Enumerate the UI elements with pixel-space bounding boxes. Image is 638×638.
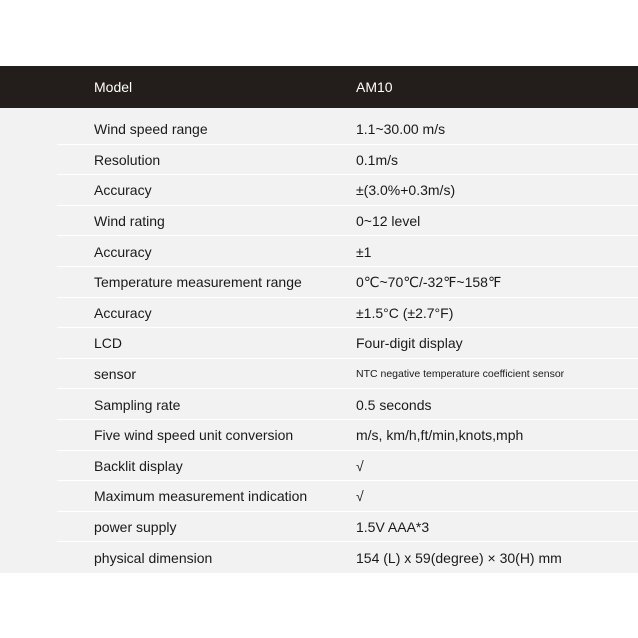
row-label: LCD [94, 335, 123, 352]
row-label: Sampling rate [94, 396, 181, 413]
header-label: Model [94, 79, 133, 95]
row-label: Accuracy [94, 182, 152, 199]
table-row [0, 481, 638, 512]
row-value: 0.1m/s [356, 151, 399, 168]
table-row [0, 451, 638, 482]
spec-table [0, 66, 638, 573]
table-row [0, 114, 638, 145]
row-label: Accuracy [94, 243, 152, 260]
row-label: Maximum measurement indication [94, 488, 308, 505]
row-value: 0℃~70℃/-32℉~158℉ [356, 273, 502, 290]
row-label: Resolution [94, 151, 161, 168]
row-value: 1.5V AAA*3 [356, 519, 430, 536]
row-label: Wind rating [94, 213, 165, 230]
row-value: 154 (L) x 59(degree) × 30(H) mm [356, 549, 562, 566]
table-row [0, 328, 638, 359]
table-row [0, 175, 638, 206]
row-value: √ [356, 457, 364, 474]
table-row [0, 206, 638, 237]
row-value: ±1 [356, 243, 372, 260]
row-label: physical dimension [94, 549, 213, 566]
row-value: NTC negative temperature coefficient sensor [356, 368, 565, 381]
row-label: Backlit display [94, 457, 183, 474]
table-body [0, 108, 638, 573]
table-row [0, 298, 638, 329]
row-label: Temperature measurement range [94, 274, 302, 291]
row-label: Accuracy [94, 304, 152, 321]
row-value: m/s, km/h,ft/min,knots,mph [356, 427, 524, 444]
table-row [0, 267, 638, 298]
row-label: sensor [94, 366, 137, 383]
row-value: 1.1~30.00 m/s [356, 121, 446, 138]
table-row [0, 236, 638, 267]
table-row [0, 359, 638, 390]
row-value: √ [356, 488, 364, 505]
table-header [0, 66, 638, 108]
row-label: Five wind speed unit conversion [94, 427, 294, 444]
row-value: ±1.5°C (±2.7°F) [356, 304, 454, 321]
row-value: Four-digit display [356, 335, 463, 352]
row-label: Wind speed range [94, 121, 208, 138]
table-row [0, 389, 638, 420]
header-value: AM10 [356, 79, 393, 95]
row-value: 0.5 seconds [356, 396, 432, 413]
row-label: power supply [94, 519, 177, 536]
row-value: ±(3.0%+0.3m/s) [356, 182, 456, 199]
table-row [0, 512, 638, 543]
table-row [0, 542, 638, 573]
row-value: 0~12 level [356, 213, 421, 230]
table-row [0, 145, 638, 176]
table-row [0, 420, 638, 451]
